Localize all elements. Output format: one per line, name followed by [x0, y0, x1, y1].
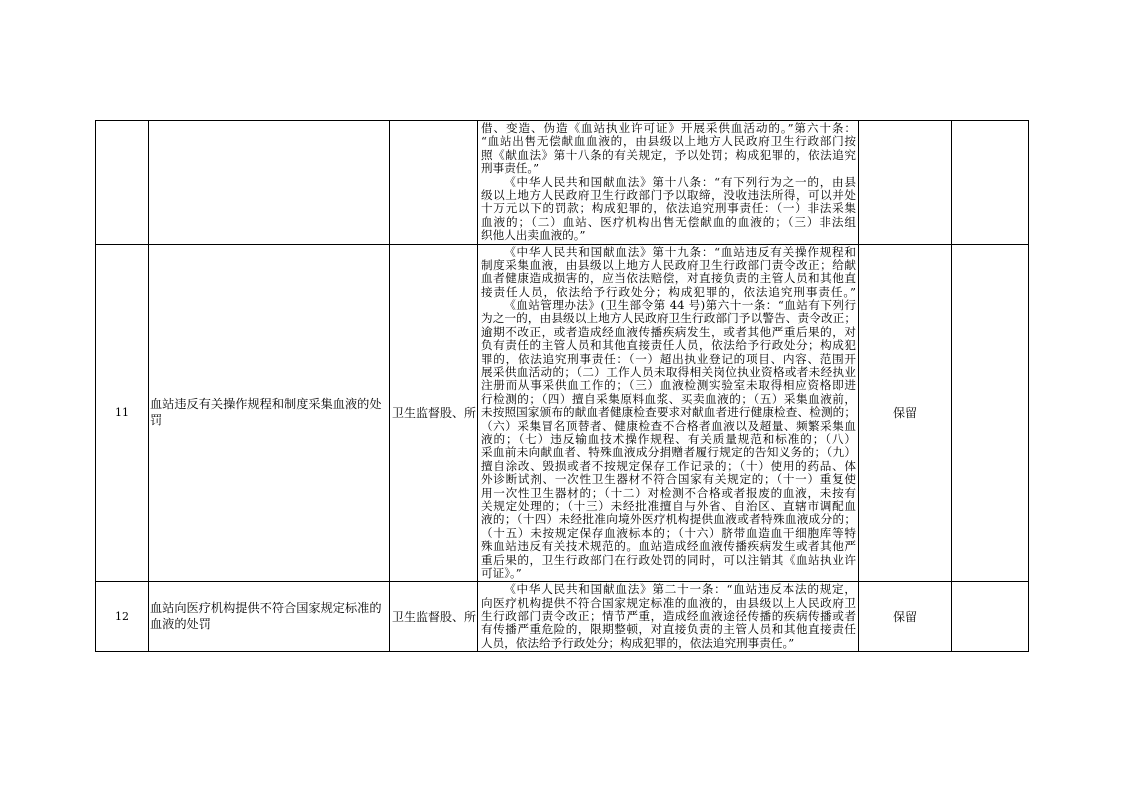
legal-basis-line: 血者健康造成损害的，应当依法赔偿，对直接负责的主管人员和其他直 — [481, 271, 856, 286]
table-row — [96, 121, 1029, 245]
penalty-items-table — [95, 120, 1029, 652]
legal-basis-line: 血液的；（二）血站、医疗机构出售无偿献血的血液的；（三）非法组 — [481, 214, 856, 229]
legal-basis-line: 有传播严重危险的，限期整顿，对直接负责的主管人员和其他直接责任 — [481, 622, 856, 637]
sixth-column-cell — [952, 244, 1029, 582]
legal-basis-line: 制度采集血液，由县级以上地方人民政府卫生行政部门责令改正；给献 — [481, 257, 856, 272]
sixth-column-cell — [952, 582, 1029, 652]
row-number: 12 — [115, 610, 129, 624]
legal-basis-line: 为之一的，由县级以上地方人民政府卫生行政部门予以警告、责令改正； — [481, 311, 856, 326]
department: 卫生监督股、所 — [392, 610, 477, 625]
legal-basis-line: 未按照国家颁布的献血者健康检查要求对献血者进行健康检查、检测的； — [481, 405, 856, 420]
status: 保留 — [892, 610, 917, 625]
department: 卫生监督股、所 — [392, 406, 477, 421]
table-row — [96, 582, 1029, 652]
legal-basis-line: 级以上地方人民政府卫生行政部门予以取缔，没收违法所得，可以并处 — [481, 187, 856, 202]
legal-basis-cell — [478, 582, 859, 652]
legal-basis-line: （六）采集冒名顶替者、健康检查不合格者血液以及超量、频繁采集血 — [481, 418, 856, 433]
legal-basis-line: 液的；（十四）未经批准向境外医疗机构提供血液或者特殊血液成分的； — [481, 512, 856, 527]
legal-basis-line: 液的；（七）违反输血技术操作规程、有关质量规范和标准的；（八） — [481, 431, 856, 446]
row-number-cell — [96, 244, 149, 582]
sixth-column-cell — [952, 121, 1029, 245]
item-name-cell — [149, 244, 390, 582]
status-cell — [859, 244, 952, 582]
legal-basis-line: 用一次性卫生器材的；（十二）对检测不合格或者报废的血液，未按有 — [481, 485, 856, 500]
item-name: 血站向医疗机构提供不符合国家规定标准的血液的处罚 — [150, 601, 382, 631]
legal-basis-line: 人员，依法给予行政处分；构成犯罪的，依法追究刑事责任。” — [481, 635, 795, 650]
department-cell — [390, 121, 478, 245]
legal-basis-line: 可证》。” — [481, 565, 522, 580]
status-cell — [859, 582, 952, 652]
item-name-cell — [149, 582, 390, 652]
legal-basis-line: 关规定处理的；（十三）未经批准擅自与外省、自治区、直辖市调配血 — [481, 498, 856, 513]
legal-basis-line: 负有责任的主管人员和其他直接责任人员，依法给予行政处分；构成犯 — [481, 338, 856, 353]
legal-basis-line: 擅自涂改、毁损或者不按规定保存工作记录的；（十）使用的药品、体 — [481, 458, 856, 473]
legal-basis-line: 殊血站违反有关技术规范的。血站造成经血液传播疾病发生或者其他严 — [481, 539, 856, 554]
legal-basis-cell — [478, 121, 859, 245]
legal-basis-line: 外诊断试剂、一次性卫生器材不符合国家有关规定的；（十一）重复使 — [481, 472, 856, 487]
legal-basis-line: 展采供血活动的；（二）工作人员未取得相关岗位执业资格或者未经执业 — [481, 365, 856, 380]
department-cell — [390, 582, 478, 652]
status-cell — [859, 121, 952, 245]
legal-basis-line: 采血前未向献血者、特殊血液成分捐赠者履行规定的告知义务的；（九） — [481, 445, 856, 460]
legal-basis-line: “血站出售无偿献血血液的，由县级以上地方人民政府卫生行政部门按 — [481, 134, 856, 149]
legal-basis-line: 照《献血法》第十八条的有关规定，予以处罚；构成犯罪的，依法追究 — [481, 147, 856, 162]
legal-basis-line: 《血站管理办法》(卫生部令第 44 号)第六十一条：“血站有下列行 — [504, 298, 856, 313]
legal-basis-line: 行检测的；（四）擅自采集原料血浆、买卖血液的；（五）采集血液前， — [481, 391, 856, 406]
row-number-cell — [96, 582, 149, 652]
row-number: 11 — [115, 406, 129, 420]
legal-basis-line: 向医疗机构提供不符合国家规定标准的血液的，由县级以上人民政府卫 — [481, 595, 856, 610]
legal-basis-line: 逾期不改正，或者造成经血液传播疾病发生，或者其他严重后果的，对 — [481, 324, 856, 339]
legal-basis-cell — [478, 244, 859, 582]
legal-basis-line: 借、变造、伪造《血站执业许可证》开展采供血活动的。”第六十条： — [481, 121, 856, 135]
legal-basis-line: 接责任人员，依法给予行政处分；构成犯罪的，依法追究刑事责任。” — [481, 284, 856, 299]
department-cell — [390, 244, 478, 582]
legal-basis-line: 十万元以下的罚款；构成犯罪的，依法追究刑事责任：（一）非法采集 — [481, 201, 856, 216]
legal-basis-line: 刑事责任。” — [481, 161, 540, 176]
legal-basis-line: 织他人出卖血液的。” — [481, 228, 586, 243]
legal-basis-line: 《中华人民共和国献血法》第十九条：“血站违反有关操作规程和 — [504, 244, 856, 259]
table-row — [96, 244, 1029, 582]
legal-basis-line: 罪的，依法追究刑事责任：（一）超出执业登记的项目、内容、范围开 — [481, 351, 856, 366]
legal-basis-line: 注册而从事采供血工作的；（三）血液检测实验室未取得相应资格即进 — [481, 378, 856, 393]
legal-basis-line: 《中华人民共和国献血法》第十八条：“有下列行为之一的，由县 — [504, 174, 856, 189]
legal-basis-line: 生行政部门责令改正；情节严重，造成经血液途径传播的疾病传播或者 — [481, 609, 856, 624]
legal-basis-line: 《中华人民共和国献血法》第二十一条：“血站违反本法的规定， — [504, 582, 856, 597]
legal-basis-line: 重后果的，卫生行政部门在行政处罚的同时，可以注销其《血站执业许 — [481, 552, 856, 567]
item-name-cell — [149, 121, 390, 245]
row-number-cell — [96, 121, 149, 245]
status: 保留 — [892, 406, 917, 421]
item-name: 血站违反有关操作规程和制度采集血液的处罚 — [150, 397, 382, 427]
legal-basis-line: （十五）未按规定保存血液标本的；（十六）脐带血造血干细胞库等特 — [481, 525, 856, 540]
